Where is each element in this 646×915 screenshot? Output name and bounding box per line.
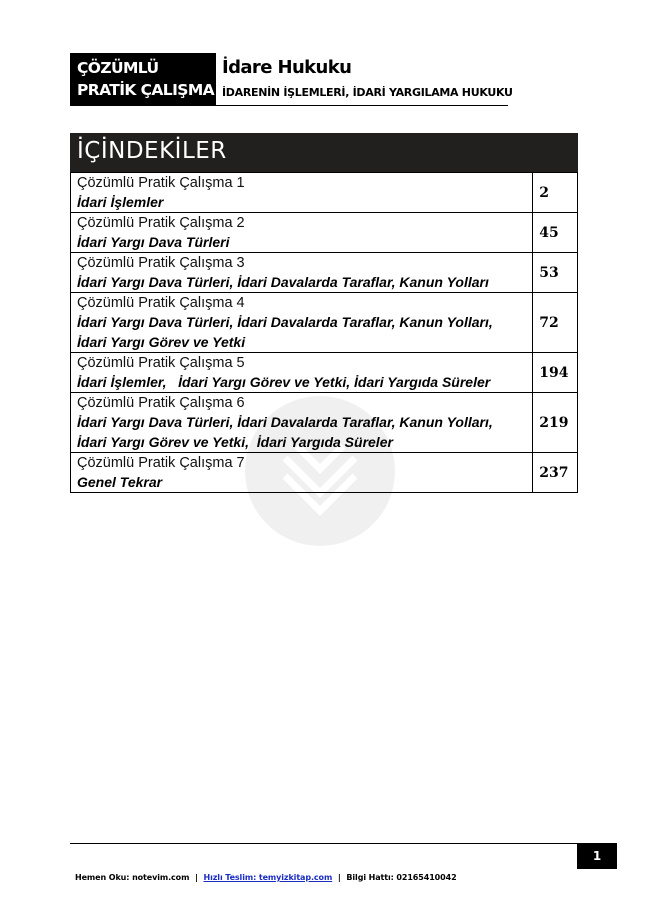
toc-row[interactable] xyxy=(71,293,578,353)
toc-entry-name: Çözümlü Pratik Çalışma 7 xyxy=(77,455,245,471)
info-line-text: Bilgi Hattı: 02165410042 xyxy=(346,873,457,882)
book-title: İdare Hukuku xyxy=(222,57,352,78)
footer-links xyxy=(75,873,457,882)
toc-entry-cell xyxy=(71,453,533,493)
toc-page-number: 219 xyxy=(533,393,578,453)
toc-entry-topics: İdari Yargı Dava Türleri, İdari Davalarda Taraflar, Kanun Yolları xyxy=(77,274,489,290)
footer-separator: | xyxy=(195,873,198,882)
toc-row[interactable] xyxy=(71,173,578,213)
toc-entry-topics: Genel Tekrar xyxy=(77,474,163,490)
toc-row[interactable] xyxy=(71,213,578,253)
toc-page-number: 2 xyxy=(533,173,578,213)
toc-page-number: 45 xyxy=(533,213,578,253)
toc-page-number: 237 xyxy=(533,453,578,493)
toc-row[interactable] xyxy=(71,253,578,293)
toc-entry-topics: İdari Yargı Dava Türleri, İdari Davalarda Taraflar, Kanun Yolları, İdari Yargı Görev ve Yetki, İdari Yargıda Süreler xyxy=(77,414,493,450)
toc-row[interactable] xyxy=(71,353,578,393)
toc-entry-cell xyxy=(71,253,533,293)
toc-table xyxy=(70,172,578,493)
toc-entry-name: Çözümlü Pratik Çalışma 4 xyxy=(77,295,245,311)
badge-line-1: ÇÖZÜMLÜ xyxy=(77,59,159,77)
toc-entry-cell xyxy=(71,173,533,213)
toc-entry-topics: İdari Yargı Dava Türleri xyxy=(77,234,230,250)
footer-divider xyxy=(70,843,578,844)
toc-entry-name: Çözümlü Pratik Çalışma 1 xyxy=(77,175,245,191)
read-now-text: Hemen Oku: notevim.com xyxy=(75,873,190,882)
toc-page-number: 53 xyxy=(533,253,578,293)
header-divider xyxy=(216,105,508,106)
book-subtitle: İDARENİN İŞLEMLERİ, İDARİ YARGILAMA HUKUKU xyxy=(222,86,513,99)
page-number: 1 xyxy=(577,843,617,869)
toc-entry-topics: İdari Yargı Dava Türleri, İdari Davalarda Taraflar, Kanun Yolları, İdari Yargı Görev ve Yetki xyxy=(77,314,493,350)
series-badge xyxy=(70,53,216,106)
toc-heading: İÇİNDEKİLER xyxy=(70,133,578,172)
toc-entry-name: Çözümlü Pratik Çalışma 2 xyxy=(77,215,245,231)
toc-page-number: 72 xyxy=(533,293,578,353)
toc-entry-cell xyxy=(71,213,533,253)
toc-entry-name: Çözümlü Pratik Çalışma 5 xyxy=(77,355,245,371)
toc-entry-topics: İdari İşlemler xyxy=(77,194,164,210)
toc-entry-cell xyxy=(71,393,533,453)
badge-line-2: PRATİK ÇALIŞMA xyxy=(77,81,215,99)
toc-entry-name: Çözümlü Pratik Çalışma 6 xyxy=(77,395,245,411)
toc-row[interactable] xyxy=(71,393,578,453)
toc-page-number: 194 xyxy=(533,353,578,393)
fast-delivery-link[interactable]: Hızlı Teslim: temyizkitap.com xyxy=(203,873,333,882)
toc-entry-topics: İdari İşlemler, İdari Yargı Görev ve Yetki, İdari Yargıda Süreler xyxy=(77,374,491,390)
toc-entry-name: Çözümlü Pratik Çalışma 3 xyxy=(77,255,245,271)
toc-entry-cell xyxy=(71,353,533,393)
toc-entry-cell xyxy=(71,293,533,353)
toc-row[interactable] xyxy=(71,453,578,493)
footer-separator: | xyxy=(337,873,341,882)
